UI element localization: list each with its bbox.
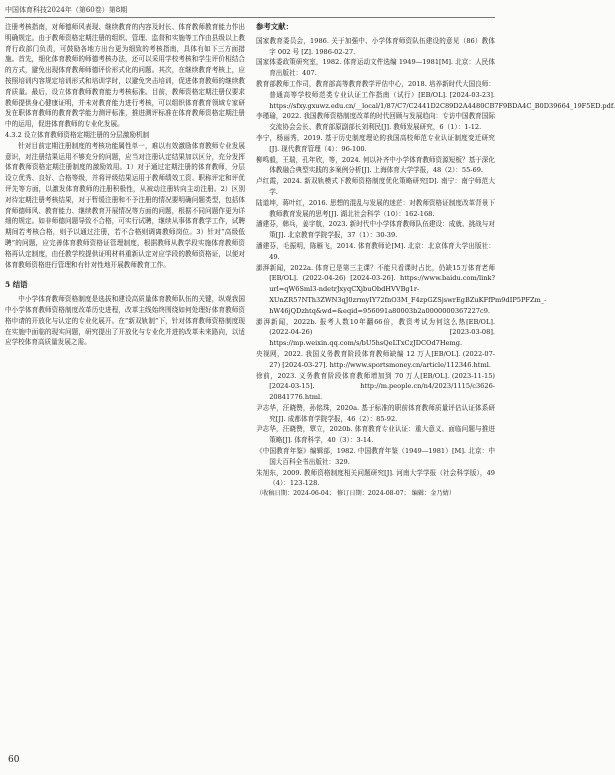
reference-item: 尹志华，汪晓赞，覃立，2020b. 体育教育专业认证：重大意义、面临问题与推进策略[J]. 体育科学，40（3）：3-14.	[256, 425, 495, 445]
body-paragraph: 针对目前定期注册制度的考核功能属性单一，难以有效激励体育教师专业发展意识，对注册结果运用不够充分的问题，应当对注册认定结果加以区分，充分发挥体育教师资格定期注册制度的激励效用。1）对于通过定期注册的体育教师，分层设立优秀、良好、合格等级，并将评级结果运用于教师绩效工资、职称评定和评优评先等方面，以激发体育教师的注册积极性，从被动注册转向主动注册。2）区别对待定期注册考核结果，对于暂缓注册和不予注册的情况要明确问题类型，包括体育师德师风、教育能力、继续教育开展情况等方面的问题，根据不同问题作更为详细的规定。如非师德问题导致不合格，可实行试聘，继续从事体育教学工作，试聘期间若考核合格，则予以通过注册，若不合格则调离教师岗位。3）针对“高级低聘”的问题，应完善体育教师资格证管理制度，根据教师从教学段实施体育教师资格再认定制度，由任教学校提供证明材料重新认定对应学段的教师资格证，以便对体育教师资格进行管理和有针对性地开展教师教育工作。	[5, 141, 245, 269]
reference-item: 李宁，杨丽秀，2019. 基于历史制度理论的我国高校师范专业认证制度变迁研究[J]. 现代教育管理（4）：96-100.	[256, 133, 495, 153]
left-column	[5, 22, 245, 745]
reference-item: 潘建芬，毛振明，陈雁飞，2014. 体育教师论[M]. 北京：北京体育大学出版社：49.	[256, 241, 495, 261]
reference-item: 徐前，2023. 义务教育阶段体育教师增加到 70 万人[EB/OL]. (2023-11-15) [2024-03-15]. http://m.people.cn/n4/2023/1115/c3626-20841776.html.	[256, 371, 495, 402]
page-number: 60	[8, 755, 20, 765]
references-heading: 参考文献：	[256, 22, 293, 31]
reference-item: 教育部教师工作司，教育部高等教育教学评估中心，2018. 培养新时代大国良师：普通高等学校师范类专业认证工作指南（试行）[EB/OL]. [2024-03-23]. https://sfxy.gxuwz.edu.cn/__local/1/87/C7/C2441D2C89D2A4480CB7F9BDA4C_B0D39664_19F5ED.pdf.	[256, 79, 615, 110]
journal-title: 中国体育科技2024年（第60卷）第8期	[5, 6, 128, 14]
section-heading: 5 结语	[5, 280, 28, 290]
reference-item: 央视网，2022. 我国义务教育阶段体育教师缺编 12 万人[EB/OL]. (2022-07-27) [2024-03-27]. http://www.sportsmoney.cn/article/112346.html.	[256, 349, 495, 369]
conclusion-paragraph: 中小学体育教师资格制度是选拔和建设高质量体育教师队伍的关键，纵观我国中小学体育教师资格制度改革历史进程，改革主线始终围绕如何处理好体育教师资格申请的开放化与认定的专业化展开。在“新双轨制”下，针对体育教师资格制度现在实施中面临的现实问题，研究提出了开放化与专业化并进的改革未来路向，以适应学校体育高质量发展之需。	[5, 295, 245, 347]
subsection-heading: 4.3.2 设立体育教师资格定期注册的分层激励机制	[5, 130, 150, 139]
reference-item: 陆道坤，蒋叶红，2016. 思想的混乱与发展的迷茫：对教师资格证制度改革背景下教师教育发展的思考[J]. 湖北社会科学（10）：162-168.	[256, 198, 495, 218]
reference-item: 《中国教育年鉴》编辑部，1982. 中国教育年鉴（1949—1981）[M]. 北京：中国大百科全书出版社：329.	[256, 447, 495, 466]
right-column	[256, 22, 615, 745]
running-header	[5, 3, 495, 18]
reference-item: 潘建芬，韩兵，姜宇航，2023. 新时代中小学体育教师队伍建设：成就、挑战与对策[J]. 北京教育学院学报，37（1）：30-39.	[256, 220, 495, 240]
reference-item: 李瑾瑜，2022. 我国教师资格制度改革的时代回顾与发展趋向：专访中国教育国际交流协会会长、教育部原副部长刘利民[J]. 教师发展研究，6（1）：1-12.	[256, 112, 495, 132]
article-dates: （收稿日期：2024-06-04； 修订日期：2024-08-07； 编辑：金乃婧）	[256, 490, 456, 498]
reference-item: 卢红霞，2024. 新双轨模式下教师资格制度优化策略研究[D]. 南宁：南宁师范大学.	[256, 177, 495, 196]
reference-item: 澎湃新闻，2022b. 报考人数10年翻66倍，教资考试为何这么热[EB/OL]. (2022-04-26) [2023-03-08]. https://mp.weixin.qq.com/s/bU5hsQeLTxCzJDCOd7Hemg.	[256, 317, 495, 348]
reference-item: 国家体委政策研究室，1982. 体育运动文件选编 1949—1981[M]. 北京：人民体育出版社：407.	[256, 58, 495, 78]
reference-item: 朱旭东，2009. 教师资格制度相关问题研究[J]. 河南大学学报（社会科学版），49（4）：123-128.	[256, 468, 495, 488]
reference-item: 国家教育委员会，1986. 关于加强中、小学体育师资队伍建设的意见（86）教体字 002 号 [Z]. 1986-02-27.	[256, 36, 495, 56]
reference-item: 尹志华，汪晓赞，孙铭珠，2020a. 基于标准的职前体育教师质量评估认证体系研究[J]. 成都体育学院学报，46（2）：85-92.	[256, 403, 495, 423]
reference-item: 澎湃新闻，2022a. 体育已是第三主课？不能只看课时占比，仍缺15万体育老师[EB/OL]. (2022-04-26) [2024-03-26]. https://www.baidu.com/link?url=qW6Sml3-ndetrJxyqCXjbuObdHVVBg1r-XUnZR57NTh3ZWN3qJ0zrmyIY72fnO3M_F4zpGZSjswrEgBZuKFfPm9dIP5PFZm_-hW46jQDzhtq&wd=&eqid=956091a80003b2a0000000367227c9.	[256, 263, 547, 315]
body-paragraph: 注册考核指南，对师德师风表现、继续教育的内容及时长、体育教师教育能力作出明确规定。由于教师资格定期注册的组织、管理、监督和实施等工作由县级以上教育行政部门负责，可鼓励各地方出台更为细致的考核指南，具体有如下三方面措施。首先，细化体育教师的师德考核办法，还可以采用学校考核和学生评价相结合的方式，避免出现体育教师师德评价形式化的问题。其次，在继续教育考核上，应按照培训内容规定培训形式和培训学时，以避免突击培训，促进体育教师的继续教育质量。最后，设立体育教师教育能力考核标准。目前，教师资格定期注册仅要求教师提供身心健康证明，并未对教育能力进行考核，可以组织体育教育领域专家研发在职体育教师的教育教学能力测评标准，推进测评标准在体育教师资格定期注册中的运用，促进体育教师的专业化发展。	[5, 23, 245, 129]
reference-item: 柳鸣毅，王瑞，孔年欣，等，2024. 何以补齐中小学体育教师资源短板？基于深化体教融合典型实践的多案例分析[J]. 上海体育大学学报，48（2）：55-69.	[256, 155, 495, 175]
